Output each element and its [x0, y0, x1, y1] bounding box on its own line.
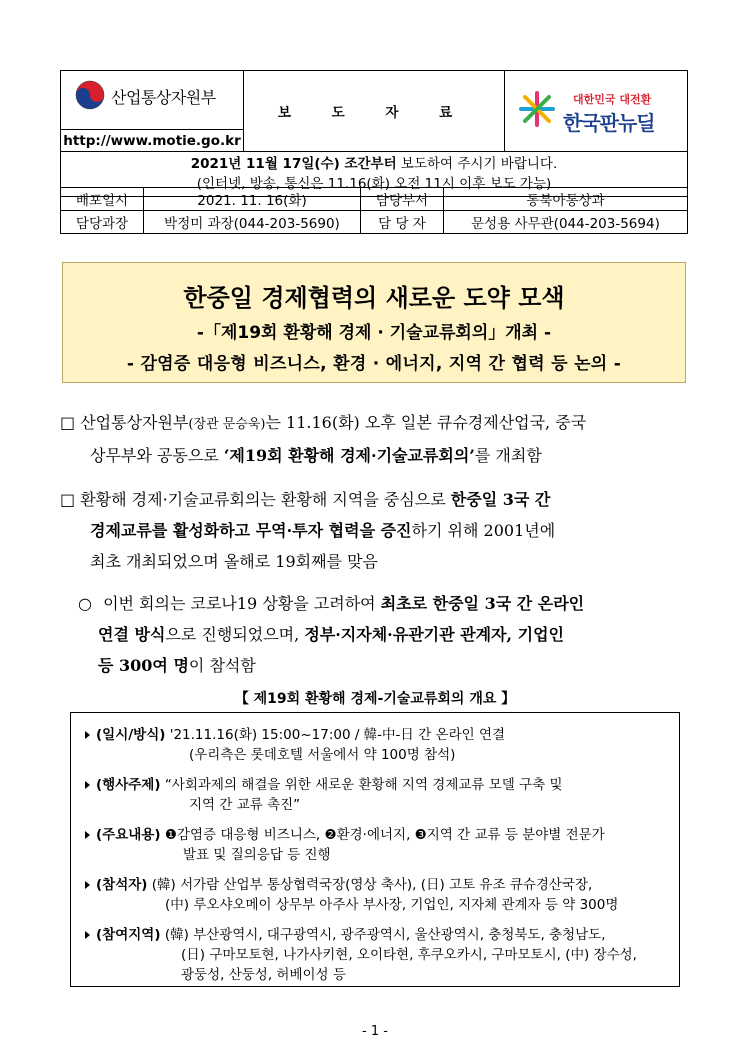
new-deal-logo-cell: [505, 71, 688, 152]
headline-box: [62, 262, 686, 383]
overview-item-text: ❶감염증 대응형 비즈니스, ❷환경·에너지, ❸지역 간 교류 등 분야별 전문가: [164, 827, 605, 843]
p2-line3: 최초 개최되었으며 올해로 19회째를 맞음: [90, 552, 378, 571]
p1-text: 는 11.16(화) 오후 일본 큐슈경제산업국, 중국: [265, 413, 587, 432]
p1-minister: (장관 문승욱): [188, 417, 266, 432]
overview-item-text: “사회과제의 해결을 위한 새로운 환황해 지역 경제교류 모델 구축 및: [164, 777, 563, 793]
contact-label: 담 당 자: [361, 211, 444, 234]
p2-line2-text: 하기 위해 2001년에: [411, 521, 556, 540]
headline-title: 한중일 경제협력의 새로운 도약 모색: [183, 284, 565, 312]
press-info-table: [60, 187, 688, 234]
ministry-name: 산업통상자원부: [111, 88, 216, 107]
overview-item-text: (韓) 부산광역시, 대구광역시, 광주광역시, 울산광역시, 충청북도, 충청남도,: [164, 927, 606, 943]
p1-line2-end: 를 개최함: [474, 446, 542, 465]
triangle-bullet-icon: [85, 781, 90, 789]
ministry-logo-cell: [61, 71, 244, 130]
triangle-bullet-icon: [85, 831, 90, 839]
overview-item: [85, 875, 618, 915]
paragraph-1: [60, 407, 700, 471]
checkbox-bullet-icon: □: [60, 490, 76, 509]
overview-item-label: (주요내용): [96, 827, 161, 843]
distribution-date-value: 2021. 11. 16(화): [144, 188, 361, 211]
manager-label: 담당과장: [61, 211, 144, 234]
overview-item-text: '21.11.16(화) 15:00~17:00 / 韓-中-日 간 온라인 연결: [169, 727, 506, 743]
headline-subtitle-1: -「제19회 환황해 경제 · 기술교류회의」개최 -: [196, 323, 552, 343]
overview-item-text: 광둥성, 산둥성, 허베이성 등: [181, 967, 346, 983]
overview-item-text: 발표 및 질의응답 등 진행: [183, 847, 331, 863]
overview-item-label: (참여지역): [96, 927, 161, 943]
press-release-title: 보 도 자 료: [244, 71, 505, 152]
brand-name: 한국판뉴딜: [563, 111, 655, 135]
overview-item-label: (참석자): [96, 877, 148, 893]
brand-slogan: 대한민국 대전환: [573, 93, 652, 106]
p1-ministry: 산업통상자원부: [80, 413, 189, 432]
overview-item-text: (日) 구마모토현, 나가사키현, 오이타현, 후쿠오카시, 구마모토시, (中) 장수성,: [181, 947, 637, 963]
p3-line3-bold: 등 300여 명: [98, 656, 189, 675]
page-number: - 1 -: [362, 1024, 388, 1039]
overview-item: [85, 775, 563, 815]
taegeuk-emblem-icon: [75, 80, 105, 110]
p1-event-name: ‘제19회 환황해 경제·기술교류회의’: [223, 446, 475, 465]
overview-item-text: (우리측은 롯데호텔 서울에서 약 100명 참석): [189, 747, 456, 763]
overview-item-label: (일시/방식): [96, 727, 166, 743]
contact-value: 문성용 사무관(044-203-5694): [444, 211, 688, 234]
p3-line2-text: 으로 진행되었으며,: [165, 625, 305, 644]
triangle-bullet-icon: [85, 881, 90, 889]
p2-bold: 한중일 3국 간: [450, 490, 551, 509]
circle-bullet-icon: ○: [78, 594, 92, 613]
overview-item-label: (행사주제): [96, 777, 161, 793]
overview-item: [85, 925, 637, 985]
ministry-url: http://www.motie.go.kr: [61, 130, 244, 152]
overview-item-text: (中) 루오샤오메이 상무부 아주사 부사장, 기업인, 지자체 관계자 등 약 300명: [165, 897, 619, 913]
overview-box: [70, 712, 680, 987]
department-value: 동북아통상과: [444, 188, 688, 211]
p3-line2-bold: 연결 방식: [98, 625, 166, 644]
new-deal-star-icon: [517, 89, 557, 129]
p3-bold: 최초로 한중일 3국 간 온라인: [380, 594, 585, 613]
overview-title: 【 제19회 환황해 경제-기술교류회의 개요 】: [234, 691, 516, 707]
department-label: 담당부서: [361, 188, 444, 211]
p3-line2-bold-2: 정부·지자체·유관기관 관계자, 기업인: [304, 625, 565, 644]
embargo-online-note: (인터넷, 방송, 통신은 11.16(화) 오전 11시 이후 보도 가능): [196, 176, 552, 192]
embargo-date: 2021년 11월 17일(수) 조간부터: [190, 156, 397, 172]
distribution-date-label: 배포일시: [61, 188, 144, 211]
embargo-text: 보도하여 주시기 바랍니다.: [396, 156, 558, 172]
overview-item-text: 지역 간 교류 촉진”: [189, 797, 301, 813]
press-header-table: [60, 70, 688, 197]
p2-line2-bold: 경제교류를 활성화하고 무역·투자 협력을 증진: [90, 521, 412, 540]
p1-line2-text: 상무부와 공동으로: [90, 446, 224, 465]
triangle-bullet-icon: [85, 931, 90, 939]
headline-subtitle-2: - 감염증 대응형 비즈니스, 환경 · 에너지, 지역 간 협력 등 논의 -: [126, 354, 622, 374]
overview-item-text: (韓) 서가람 산업부 통상협력국장(영상 축사), (日) 고토 유조 큐슈경산국장,: [151, 877, 593, 893]
p2-text: 환황해 경제·기술교류회의는 환황해 지역을 중심으로: [80, 490, 451, 509]
overview-item: [85, 725, 505, 765]
triangle-bullet-icon: [85, 731, 90, 739]
overview-item: [85, 825, 605, 865]
paragraph-2: [60, 484, 700, 577]
p3-text: 이번 회의는 코로나19 상황을 고려하여: [103, 594, 381, 613]
manager-value: 박정미 과장(044-203-5690): [144, 211, 361, 234]
checkbox-bullet-icon: □: [60, 413, 76, 432]
paragraph-3: [78, 588, 698, 681]
p3-line3-text: 이 참석함: [188, 656, 256, 675]
